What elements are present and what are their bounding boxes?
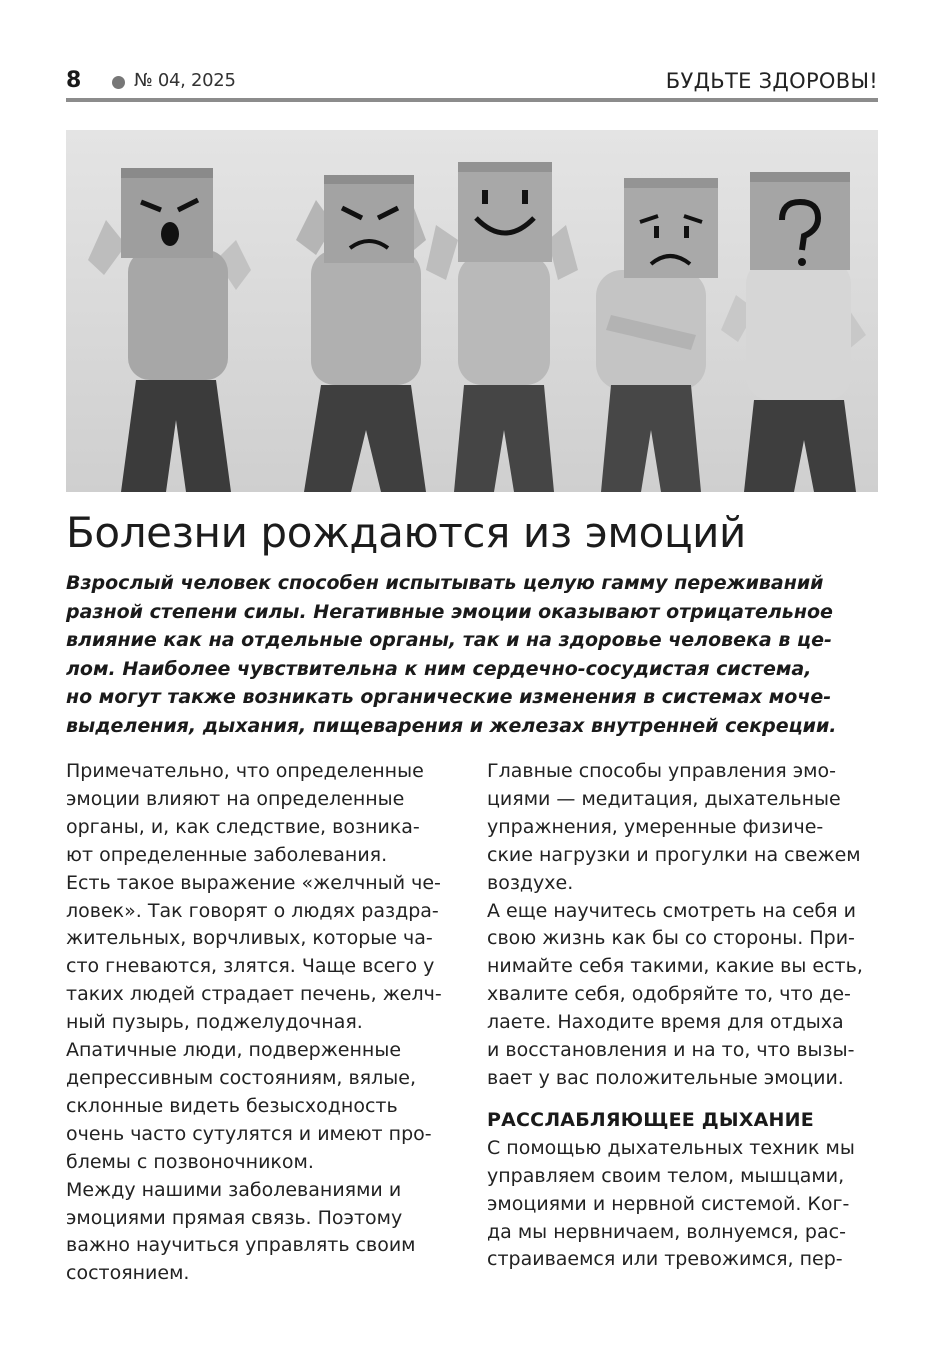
body-line: жительных, ворчливых, которые ча- bbox=[66, 927, 433, 950]
body-line: Между нашими заболеваниями и bbox=[66, 1178, 402, 1201]
body-line: эмоциями и нервной системой. Ког- bbox=[487, 1192, 850, 1215]
body-line: Главные способы управления эмо- bbox=[487, 760, 836, 782]
body-line: управляем своим телом, мышцами, bbox=[487, 1164, 845, 1187]
body-line: лаете. Находите время для отдыха bbox=[487, 1011, 844, 1034]
body-line: воздухе. bbox=[487, 871, 574, 894]
body-line: состоянием. bbox=[66, 1262, 190, 1285]
body-line: таких людей страдает печень, желч- bbox=[66, 983, 442, 1006]
body-line: ный пузырь, поджелудочная. bbox=[66, 1011, 363, 1034]
body-line: хвалите себя, одобряйте то, что де- bbox=[487, 983, 851, 1006]
body-line: органы, и, как следствие, возника- bbox=[66, 815, 420, 838]
body-line: свою жизнь как бы со стороны. При- bbox=[487, 927, 855, 950]
body-line: Апатичные люди, подверженные bbox=[66, 1039, 402, 1062]
section-title: БУДЬТЕ ЗДОРОВЫ! bbox=[665, 69, 878, 93]
body-line: А еще научитесь смотреть на себя и bbox=[487, 899, 856, 922]
body-line: эмоциями прямая связь. Поэтому bbox=[66, 1206, 403, 1229]
body-line: ют определенные заболевания. bbox=[66, 843, 388, 866]
body-line: депрессивным состояниям, вялые, bbox=[66, 1066, 416, 1089]
body-line: упражнения, умеренные физиче- bbox=[487, 815, 824, 838]
lead-line: лом. Наиболее чувствительна к ним сердечно-сосудистая система, bbox=[66, 657, 812, 680]
left-column bbox=[66, 758, 456, 1288]
lead-line: выделения, дыхания, пищеварения и железах внутренней секреции. bbox=[66, 714, 837, 737]
section-subhead: РАССЛАБЛЯЮЩЕЕ ДЫХАНИЕ bbox=[487, 1108, 814, 1131]
lead-line: влияние как на отдельные органы, так и на здоровье человека в це- bbox=[66, 629, 832, 652]
body-line: Есть такое выражение «желчный че- bbox=[66, 871, 441, 894]
lead-line: но могут также возникать органические изменения в системах моче- bbox=[66, 686, 832, 709]
body-line: ские нагрузки и прогулки на свежем bbox=[487, 843, 861, 866]
page-header bbox=[66, 66, 878, 100]
body-line: очень часто сутулятся и имеют про- bbox=[66, 1122, 432, 1145]
bullet-dot-icon bbox=[112, 76, 125, 89]
article-title: Болезни рождаются из эмоций bbox=[66, 508, 746, 557]
body-line: вает у вас положительные эмоции. bbox=[487, 1066, 844, 1089]
person-angry bbox=[296, 175, 426, 492]
body-line: Примечательно, что определенные bbox=[66, 760, 424, 782]
article-lead bbox=[66, 569, 878, 741]
body-line: циями — медитация, дыхательные bbox=[487, 787, 841, 810]
body-line: важно научиться управлять своим bbox=[66, 1234, 416, 1257]
body-line: блемы с позвоночником. bbox=[66, 1150, 314, 1173]
body-line: сто гневаются, злятся. Чаще всего у bbox=[66, 955, 435, 978]
lead-line: разной степени силы. Негативные эмоции оказывают отрицательное bbox=[66, 600, 833, 623]
body-line: эмоции влияют на определенные bbox=[66, 787, 405, 810]
right-column bbox=[487, 758, 877, 1274]
lead-line: Взрослый человек способен испытывать целую гамму переживаний bbox=[66, 572, 824, 594]
body-line: склонные видеть безысходность bbox=[66, 1094, 398, 1117]
body-line: и восстановления и на то, что вызы- bbox=[487, 1039, 855, 1062]
article-photo bbox=[66, 130, 878, 492]
body-line: страиваемся или тревожимся, пер- bbox=[487, 1248, 843, 1271]
header-rule bbox=[66, 98, 878, 102]
body-line: да мы нервничаем, волнуемся, рас- bbox=[487, 1220, 846, 1243]
body-line: С помощью дыхательных техник мы bbox=[487, 1136, 855, 1159]
body-line: нимайте себя такими, какие вы есть, bbox=[487, 955, 863, 978]
issue-number: № 04, 2025 bbox=[134, 70, 236, 91]
body-line: ловек». Так говорят о людях раздра- bbox=[66, 899, 439, 922]
page-number: 8 bbox=[66, 68, 82, 93]
